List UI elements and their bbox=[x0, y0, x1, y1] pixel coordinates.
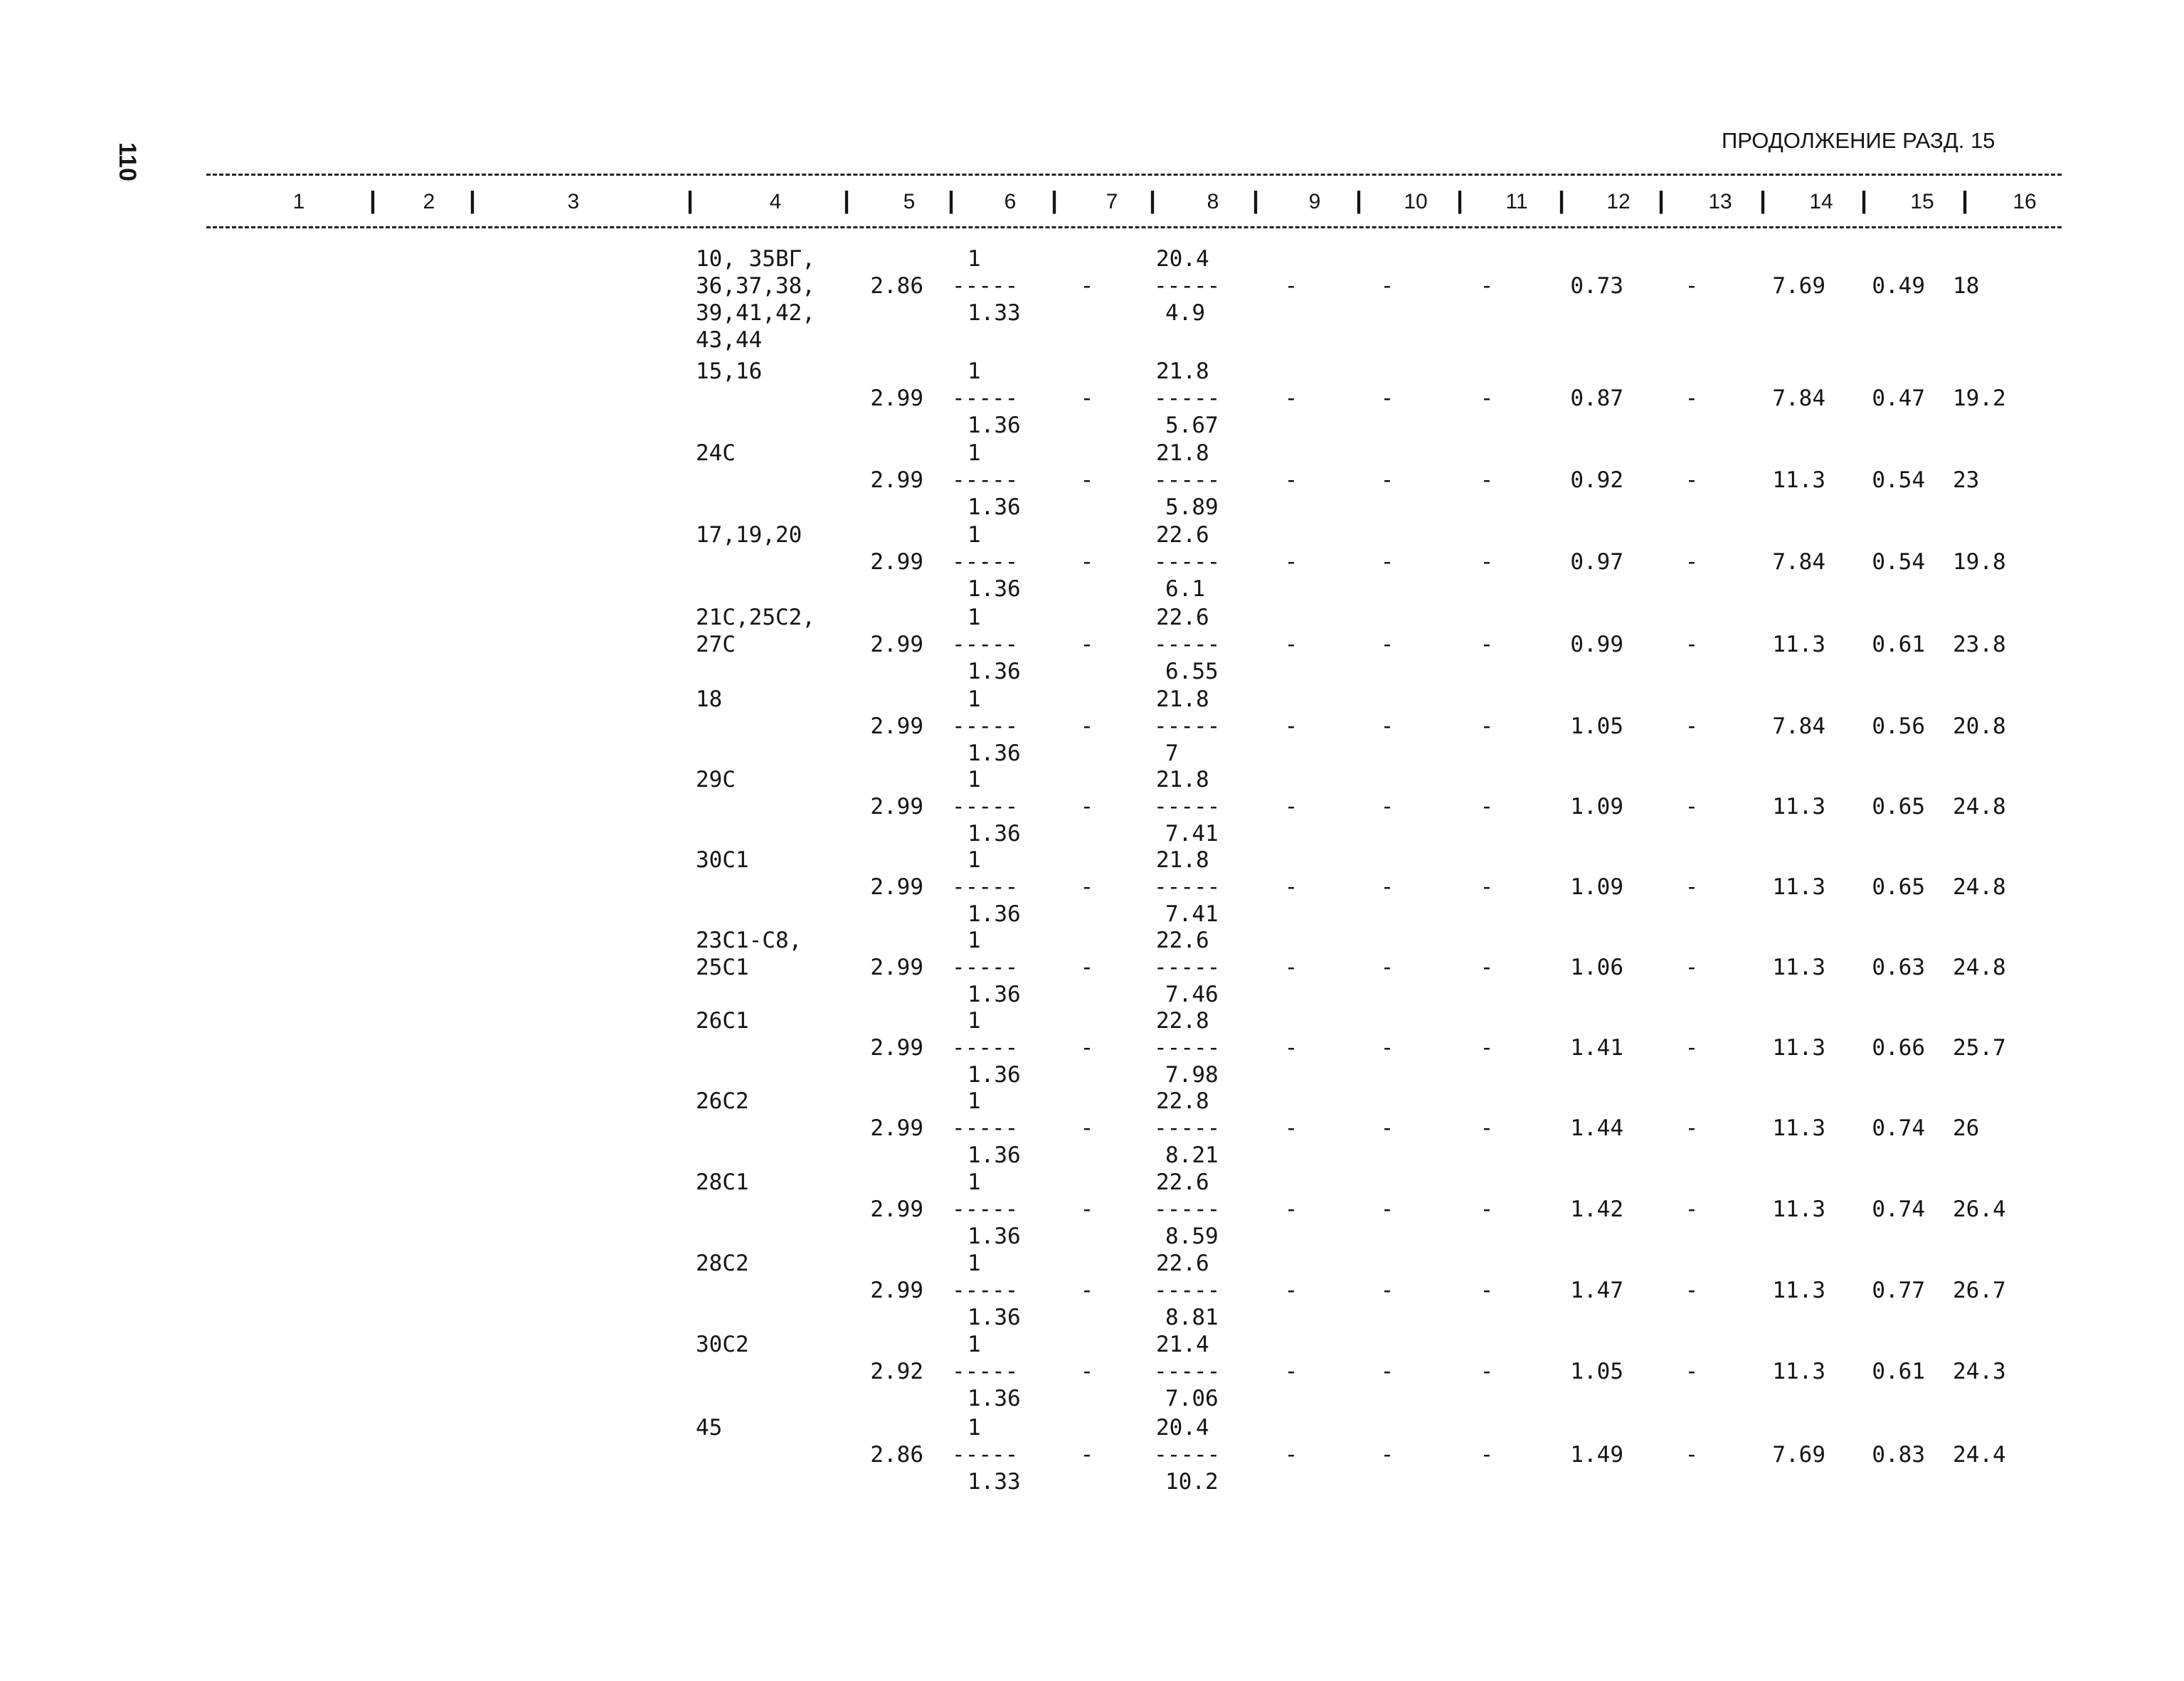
cell-c6-fraction-bar: ----- bbox=[952, 1442, 1019, 1468]
column-header-13: 13 bbox=[1708, 190, 1732, 213]
cell-c8-denominator: 7.06 bbox=[1165, 1386, 1219, 1411]
cell-c16: 18 bbox=[1953, 273, 1980, 299]
cell-c7: - bbox=[1080, 549, 1094, 575]
cell-c8-fraction-bar: ----- bbox=[1154, 874, 1221, 900]
cell-c7: - bbox=[1080, 632, 1094, 657]
cell-c7: - bbox=[1080, 386, 1094, 411]
column-header-8: 8 bbox=[1207, 190, 1219, 213]
cell-c4: 29С bbox=[696, 767, 736, 792]
cell-c15: 0.65 bbox=[1872, 794, 1925, 820]
cell-c6-denominator: 1.33 bbox=[968, 300, 1021, 326]
cell-c7: - bbox=[1080, 714, 1094, 739]
cell-c16: 23.8 bbox=[1953, 632, 2006, 657]
cell-c15: 0.54 bbox=[1872, 467, 1925, 493]
cell-c13: - bbox=[1685, 874, 1699, 900]
cell-c13: - bbox=[1685, 1278, 1699, 1303]
column-separator: | bbox=[687, 187, 694, 214]
cell-c9: - bbox=[1284, 549, 1298, 575]
column-header-7: 7 bbox=[1106, 190, 1118, 213]
cell-c10: - bbox=[1380, 1197, 1394, 1222]
column-separator: | bbox=[843, 187, 850, 214]
column-header-6: 6 bbox=[1004, 190, 1017, 213]
column-header-16: 16 bbox=[2013, 190, 2037, 213]
cell-c4: 27С bbox=[696, 632, 736, 657]
table-header-rule bbox=[206, 226, 2062, 228]
cell-c6-fraction-bar: ----- bbox=[952, 1359, 1019, 1384]
cell-c5: 2.99 bbox=[870, 794, 923, 820]
cell-c8-numerator: 22.8 bbox=[1156, 1008, 1209, 1034]
cell-c4: 18 bbox=[696, 686, 723, 712]
cell-c12: 1.09 bbox=[1570, 874, 1623, 900]
cell-c16: 24.8 bbox=[1953, 794, 2006, 820]
cell-c6-denominator: 1.36 bbox=[968, 741, 1021, 766]
cell-c10: - bbox=[1380, 1035, 1394, 1061]
cell-c6-denominator: 1.36 bbox=[968, 821, 1021, 847]
cell-c15: 0.56 bbox=[1872, 714, 1925, 739]
cell-c8-denominator: 7 bbox=[1165, 741, 1179, 766]
cell-c11: - bbox=[1480, 1278, 1494, 1303]
cell-c8-numerator: 21.8 bbox=[1156, 767, 1209, 792]
cell-c10: - bbox=[1380, 1278, 1394, 1303]
cell-c15: 0.74 bbox=[1872, 1197, 1925, 1222]
cell-c6-denominator: 1.36 bbox=[968, 1224, 1021, 1249]
cell-c11: - bbox=[1480, 714, 1494, 739]
cell-c4: 36,37,38, bbox=[696, 273, 815, 299]
column-separator: | bbox=[369, 187, 376, 214]
cell-c13: - bbox=[1685, 794, 1699, 820]
cell-c10: - bbox=[1380, 467, 1394, 493]
cell-c11: - bbox=[1480, 955, 1494, 980]
cell-c12: 1.41 bbox=[1570, 1035, 1623, 1061]
cell-c6-numerator: 1 bbox=[968, 1415, 981, 1441]
cell-c6-denominator: 1.36 bbox=[968, 982, 1021, 1007]
cell-c6-fraction-bar: ----- bbox=[952, 1278, 1019, 1303]
cell-c12: 0.99 bbox=[1570, 632, 1623, 657]
cell-c4: 45 bbox=[696, 1415, 723, 1441]
cell-c12: 0.92 bbox=[1570, 467, 1623, 493]
cell-c8-numerator: 20.4 bbox=[1156, 246, 1209, 272]
cell-c4: 24С bbox=[696, 440, 736, 466]
cell-c7: - bbox=[1080, 1278, 1094, 1303]
column-separator: | bbox=[1355, 187, 1362, 214]
column-separator: | bbox=[1252, 187, 1259, 214]
column-header-5: 5 bbox=[903, 190, 916, 213]
cell-c9: - bbox=[1284, 1197, 1298, 1222]
cell-c11: - bbox=[1480, 632, 1494, 657]
cell-c13: - bbox=[1685, 632, 1699, 657]
cell-c15: 0.49 bbox=[1872, 273, 1925, 299]
cell-c9: - bbox=[1284, 714, 1298, 739]
cell-c4: 26С2 bbox=[696, 1088, 749, 1114]
cell-c5: 2.86 bbox=[870, 1442, 923, 1468]
cell-c6-numerator: 1 bbox=[968, 1251, 981, 1276]
cell-c13: - bbox=[1685, 1359, 1699, 1384]
cell-c10: - bbox=[1380, 794, 1394, 820]
cell-c14: 7.69 bbox=[1772, 1442, 1825, 1468]
cell-c15: 0.83 bbox=[1872, 1442, 1925, 1468]
column-separator: | bbox=[1759, 187, 1766, 214]
cell-c8-denominator: 6.55 bbox=[1165, 659, 1219, 684]
cell-c14: 7.84 bbox=[1772, 386, 1825, 411]
column-header-15: 15 bbox=[1910, 190, 1934, 213]
cell-c6-fraction-bar: ----- bbox=[952, 632, 1019, 657]
cell-c11: - bbox=[1480, 1442, 1494, 1468]
cell-c6-numerator: 1 bbox=[968, 1332, 981, 1357]
cell-c9: - bbox=[1284, 794, 1298, 820]
cell-c4: 39,41,42, bbox=[696, 300, 815, 326]
cell-c4: 28С2 bbox=[696, 1251, 749, 1276]
cell-c5: 2.99 bbox=[870, 1115, 923, 1141]
cell-c13: - bbox=[1685, 714, 1699, 739]
cell-c8-denominator: 4.9 bbox=[1165, 300, 1205, 326]
cell-c11: - bbox=[1480, 273, 1494, 299]
cell-c6-numerator: 1 bbox=[968, 1170, 981, 1195]
cell-c6-fraction-bar: ----- bbox=[952, 1197, 1019, 1222]
cell-c8-numerator: 21.8 bbox=[1156, 686, 1209, 712]
cell-c7: - bbox=[1080, 794, 1094, 820]
cell-c12: 1.42 bbox=[1570, 1197, 1623, 1222]
cell-c12: 1.06 bbox=[1570, 955, 1623, 980]
cell-c4: 21С,25С2, bbox=[696, 605, 815, 630]
cell-c8-numerator: 21.8 bbox=[1156, 847, 1209, 873]
cell-c4: 43,44 bbox=[696, 327, 763, 353]
cell-c12: 1.05 bbox=[1570, 1359, 1623, 1384]
cell-c7: - bbox=[1080, 1442, 1094, 1468]
cell-c6-numerator: 1 bbox=[968, 1008, 981, 1034]
cell-c8-denominator: 7.46 bbox=[1165, 982, 1219, 1007]
cell-c16: 24.8 bbox=[1953, 874, 2006, 900]
cell-c8-denominator: 8.81 bbox=[1165, 1305, 1219, 1330]
cell-c13: - bbox=[1685, 549, 1699, 575]
cell-c11: - bbox=[1480, 874, 1494, 900]
column-header-3: 3 bbox=[567, 190, 580, 213]
cell-c12: 1.09 bbox=[1570, 794, 1623, 820]
cell-c13: - bbox=[1685, 386, 1699, 411]
cell-c8-fraction-bar: ----- bbox=[1154, 1197, 1221, 1222]
cell-c8-numerator: 20.4 bbox=[1156, 1415, 1209, 1441]
cell-c8-fraction-bar: ----- bbox=[1154, 467, 1221, 493]
column-separator: | bbox=[469, 187, 476, 214]
cell-c6-fraction-bar: ----- bbox=[952, 549, 1019, 575]
cell-c14: 7.84 bbox=[1772, 714, 1825, 739]
cell-c4: 28С1 bbox=[696, 1170, 749, 1195]
cell-c8-fraction-bar: ----- bbox=[1154, 955, 1221, 980]
cell-c11: - bbox=[1480, 467, 1494, 493]
cell-c15: 0.63 bbox=[1872, 955, 1925, 980]
column-header-10: 10 bbox=[1404, 190, 1428, 213]
cell-c8-numerator: 22.8 bbox=[1156, 1088, 1209, 1114]
cell-c5: 2.99 bbox=[870, 1278, 923, 1303]
cell-c6-numerator: 1 bbox=[968, 1088, 981, 1114]
cell-c16: 26.4 bbox=[1953, 1197, 2006, 1222]
cell-c6-denominator: 1.33 bbox=[968, 1469, 1021, 1495]
cell-c4: 23С1-С8, bbox=[696, 928, 802, 953]
cell-c11: - bbox=[1480, 1035, 1494, 1061]
cell-c13: - bbox=[1685, 467, 1699, 493]
column-separator: | bbox=[1149, 187, 1156, 214]
cell-c9: - bbox=[1284, 1115, 1298, 1141]
cell-c16: 24.3 bbox=[1953, 1359, 2006, 1384]
cell-c7: - bbox=[1080, 955, 1094, 980]
cell-c8-fraction-bar: ----- bbox=[1154, 1278, 1221, 1303]
cell-c4: 10, 35ВГ, bbox=[696, 246, 815, 272]
cell-c14: 11.3 bbox=[1772, 1115, 1825, 1141]
cell-c10: - bbox=[1380, 273, 1394, 299]
cell-c9: - bbox=[1284, 467, 1298, 493]
cell-c14: 11.3 bbox=[1772, 1278, 1825, 1303]
cell-c8-fraction-bar: ----- bbox=[1154, 549, 1221, 575]
cell-c5: 2.99 bbox=[870, 1035, 923, 1061]
cell-c12: 0.87 bbox=[1570, 386, 1623, 411]
cell-c16: 26.7 bbox=[1953, 1278, 2006, 1303]
cell-c7: - bbox=[1080, 1359, 1094, 1384]
cell-c8-denominator: 10.2 bbox=[1165, 1469, 1219, 1495]
cell-c8-fraction-bar: ----- bbox=[1154, 273, 1221, 299]
cell-c5: 2.99 bbox=[870, 467, 923, 493]
cell-c6-fraction-bar: ----- bbox=[952, 714, 1019, 739]
cell-c10: - bbox=[1380, 955, 1394, 980]
column-header-4: 4 bbox=[769, 190, 782, 213]
cell-c8-fraction-bar: ----- bbox=[1154, 1035, 1221, 1061]
cell-c8-fraction-bar: ----- bbox=[1154, 632, 1221, 657]
cell-c4: 30С1 bbox=[696, 847, 749, 873]
cell-c4: 26С1 bbox=[696, 1008, 749, 1034]
cell-c8-denominator: 7.41 bbox=[1165, 901, 1219, 927]
cell-c8-denominator: 5.89 bbox=[1165, 494, 1219, 520]
cell-c7: - bbox=[1080, 1115, 1094, 1141]
cell-c7: - bbox=[1080, 467, 1094, 493]
cell-c8-fraction-bar: ----- bbox=[1154, 1359, 1221, 1384]
cell-c8-fraction-bar: ----- bbox=[1154, 1115, 1221, 1141]
cell-c7: - bbox=[1080, 273, 1094, 299]
cell-c16: 23 bbox=[1953, 467, 1980, 493]
cell-c11: - bbox=[1480, 1197, 1494, 1222]
column-separator: | bbox=[1961, 187, 1968, 214]
cell-c6-denominator: 1.36 bbox=[968, 413, 1021, 438]
column-header-1: 1 bbox=[292, 190, 305, 213]
cell-c13: - bbox=[1685, 1442, 1699, 1468]
cell-c5: 2.86 bbox=[870, 273, 923, 299]
column-header-14: 14 bbox=[1809, 190, 1833, 213]
cell-c14: 11.3 bbox=[1772, 1359, 1825, 1384]
cell-c15: 0.61 bbox=[1872, 632, 1925, 657]
cell-c11: - bbox=[1480, 1115, 1494, 1141]
cell-c6-denominator: 1.36 bbox=[968, 1062, 1021, 1088]
column-header-11: 11 bbox=[1505, 190, 1528, 213]
cell-c6-fraction-bar: ----- bbox=[952, 874, 1019, 900]
cell-c8-numerator: 21.8 bbox=[1156, 359, 1209, 384]
column-header-12: 12 bbox=[1606, 190, 1631, 213]
column-separator: | bbox=[1658, 187, 1665, 214]
cell-c14: 11.3 bbox=[1772, 955, 1825, 980]
cell-c13: - bbox=[1685, 1115, 1699, 1141]
cell-c6-fraction-bar: ----- bbox=[952, 955, 1019, 980]
cell-c12: 1.05 bbox=[1570, 714, 1623, 739]
cell-c12: 0.97 bbox=[1570, 549, 1623, 575]
cell-c12: 1.44 bbox=[1570, 1115, 1623, 1141]
column-separator: | bbox=[1558, 187, 1565, 214]
cell-c6-denominator: 1.36 bbox=[968, 1142, 1021, 1168]
cell-c6-fraction-bar: ----- bbox=[952, 794, 1019, 820]
cell-c4: 15,16 bbox=[696, 359, 763, 384]
column-header-2: 2 bbox=[423, 190, 435, 213]
cell-c6-numerator: 1 bbox=[968, 246, 981, 272]
cell-c10: - bbox=[1380, 874, 1394, 900]
cell-c15: 0.47 bbox=[1872, 386, 1925, 411]
column-separator: | bbox=[1456, 187, 1463, 214]
cell-c6-numerator: 1 bbox=[968, 522, 981, 548]
cell-c8-fraction-bar: ----- bbox=[1154, 1442, 1221, 1468]
column-separator: | bbox=[1051, 187, 1058, 214]
cell-c10: - bbox=[1380, 1442, 1394, 1468]
cell-c13: - bbox=[1685, 1035, 1699, 1061]
cell-c4: 25С1 bbox=[696, 955, 749, 980]
cell-c6-denominator: 1.36 bbox=[968, 576, 1021, 602]
cell-c12: 1.49 bbox=[1570, 1442, 1623, 1468]
cell-c6-fraction-bar: ----- bbox=[952, 467, 1019, 493]
cell-c6-numerator: 1 bbox=[968, 440, 981, 466]
cell-c8-fraction-bar: ----- bbox=[1154, 386, 1221, 411]
cell-c9: - bbox=[1284, 273, 1298, 299]
cell-c6-fraction-bar: ----- bbox=[952, 1035, 1019, 1061]
cell-c8-numerator: 22.6 bbox=[1156, 1251, 1209, 1276]
cell-c6-numerator: 1 bbox=[968, 767, 981, 792]
cell-c5: 2.99 bbox=[870, 955, 923, 980]
cell-c10: - bbox=[1380, 714, 1394, 739]
cell-c8-fraction-bar: ----- bbox=[1154, 714, 1221, 739]
cell-c15: 0.66 bbox=[1872, 1035, 1925, 1061]
cell-c16: 25.7 bbox=[1953, 1035, 2006, 1061]
cell-c8-denominator: 5.67 bbox=[1165, 413, 1219, 438]
cell-c16: 19.8 bbox=[1953, 549, 2006, 575]
cell-c15: 0.65 bbox=[1872, 874, 1925, 900]
cell-c11: - bbox=[1480, 549, 1494, 575]
cell-c12: 1.47 bbox=[1570, 1278, 1623, 1303]
cell-c5: 2.99 bbox=[870, 632, 923, 657]
cell-c9: - bbox=[1284, 955, 1298, 980]
cell-c6-numerator: 1 bbox=[968, 359, 981, 384]
cell-c6-fraction-bar: ----- bbox=[952, 386, 1019, 411]
cell-c15: 0.54 bbox=[1872, 549, 1925, 575]
cell-c9: - bbox=[1284, 1442, 1298, 1468]
cell-c10: - bbox=[1380, 386, 1394, 411]
page-heading: ПРОДОЛЖЕНИЕ РАЗД. 15 bbox=[1722, 128, 1995, 153]
cell-c9: - bbox=[1284, 1278, 1298, 1303]
cell-c7: - bbox=[1080, 1035, 1094, 1061]
cell-c8-denominator: 7.41 bbox=[1165, 821, 1219, 847]
cell-c14: 11.3 bbox=[1772, 794, 1825, 820]
cell-c11: - bbox=[1480, 386, 1494, 411]
cell-c16: 26 bbox=[1953, 1115, 1980, 1141]
cell-c13: - bbox=[1685, 273, 1699, 299]
cell-c8-denominator: 7.98 bbox=[1165, 1062, 1219, 1088]
cell-c9: - bbox=[1284, 874, 1298, 900]
cell-c10: - bbox=[1380, 1115, 1394, 1141]
cell-c5: 2.99 bbox=[870, 874, 923, 900]
cell-c8-numerator: 21.4 bbox=[1156, 1332, 1209, 1357]
cell-c6-fraction-bar: ----- bbox=[952, 273, 1019, 299]
cell-c11: - bbox=[1480, 794, 1494, 820]
cell-c5: 2.99 bbox=[870, 714, 923, 739]
cell-c15: 0.77 bbox=[1872, 1278, 1925, 1303]
cell-c14: 7.84 bbox=[1772, 549, 1825, 575]
cell-c5: 2.99 bbox=[870, 1197, 923, 1222]
cell-c8-numerator: 22.6 bbox=[1156, 522, 1209, 548]
cell-c10: - bbox=[1380, 549, 1394, 575]
cell-c10: - bbox=[1380, 1359, 1394, 1384]
cell-c4: 17,19,20 bbox=[696, 522, 802, 548]
column-separator: | bbox=[948, 187, 955, 214]
cell-c12: 0.73 bbox=[1570, 273, 1623, 299]
cell-c6-denominator: 1.36 bbox=[968, 494, 1021, 520]
cell-c4: 30С2 bbox=[696, 1332, 749, 1357]
cell-c6-denominator: 1.36 bbox=[968, 659, 1021, 684]
cell-c6-fraction-bar: ----- bbox=[952, 1115, 1019, 1141]
cell-c6-denominator: 1.36 bbox=[968, 1305, 1021, 1330]
cell-c6-numerator: 1 bbox=[968, 686, 981, 712]
cell-c6-denominator: 1.36 bbox=[968, 901, 1021, 927]
cell-c14: 11.3 bbox=[1772, 1197, 1825, 1222]
cell-c15: 0.61 bbox=[1872, 1359, 1925, 1384]
cell-c8-denominator: 6.1 bbox=[1165, 576, 1205, 602]
cell-c8-numerator: 22.6 bbox=[1156, 928, 1209, 953]
cell-c5: 2.99 bbox=[870, 549, 923, 575]
column-header-9: 9 bbox=[1308, 190, 1321, 213]
cell-c8-numerator: 21.8 bbox=[1156, 440, 1209, 466]
cell-c6-denominator: 1.36 bbox=[968, 1386, 1021, 1411]
cell-c6-numerator: 1 bbox=[968, 605, 981, 630]
cell-c9: - bbox=[1284, 386, 1298, 411]
cell-c16: 19.2 bbox=[1953, 386, 2006, 411]
cell-c14: 11.3 bbox=[1772, 1035, 1825, 1061]
cell-c8-fraction-bar: ----- bbox=[1154, 794, 1221, 820]
cell-c15: 0.74 bbox=[1872, 1115, 1925, 1141]
cell-c9: - bbox=[1284, 632, 1298, 657]
cell-c9: - bbox=[1284, 1359, 1298, 1384]
cell-c16: 20.8 bbox=[1953, 714, 2006, 739]
cell-c6-numerator: 1 bbox=[968, 847, 981, 873]
cell-c8-numerator: 22.6 bbox=[1156, 605, 1209, 630]
cell-c13: - bbox=[1685, 955, 1699, 980]
cell-c16: 24.8 bbox=[1953, 955, 2006, 980]
cell-c10: - bbox=[1380, 632, 1394, 657]
cell-c14: 11.3 bbox=[1772, 874, 1825, 900]
cell-c14: 11.3 bbox=[1772, 632, 1825, 657]
cell-c6-numerator: 1 bbox=[968, 928, 981, 953]
cell-c8-numerator: 22.6 bbox=[1156, 1170, 1209, 1195]
cell-c8-denominator: 8.21 bbox=[1165, 1142, 1219, 1168]
cell-c7: - bbox=[1080, 874, 1094, 900]
cell-c16: 24.4 bbox=[1953, 1442, 2006, 1468]
column-separator: | bbox=[1860, 187, 1867, 214]
cell-c5: 2.99 bbox=[870, 386, 923, 411]
page-number: 110 bbox=[114, 142, 141, 181]
cell-c8-denominator: 8.59 bbox=[1165, 1224, 1219, 1249]
cell-c14: 11.3 bbox=[1772, 467, 1825, 493]
cell-c11: - bbox=[1480, 1359, 1494, 1384]
cell-c14: 7.69 bbox=[1772, 273, 1825, 299]
cell-c7: - bbox=[1080, 1197, 1094, 1222]
cell-c9: - bbox=[1284, 1035, 1298, 1061]
cell-c5: 2.92 bbox=[870, 1359, 923, 1384]
cell-c13: - bbox=[1685, 1197, 1699, 1222]
table-top-rule bbox=[206, 174, 2062, 176]
